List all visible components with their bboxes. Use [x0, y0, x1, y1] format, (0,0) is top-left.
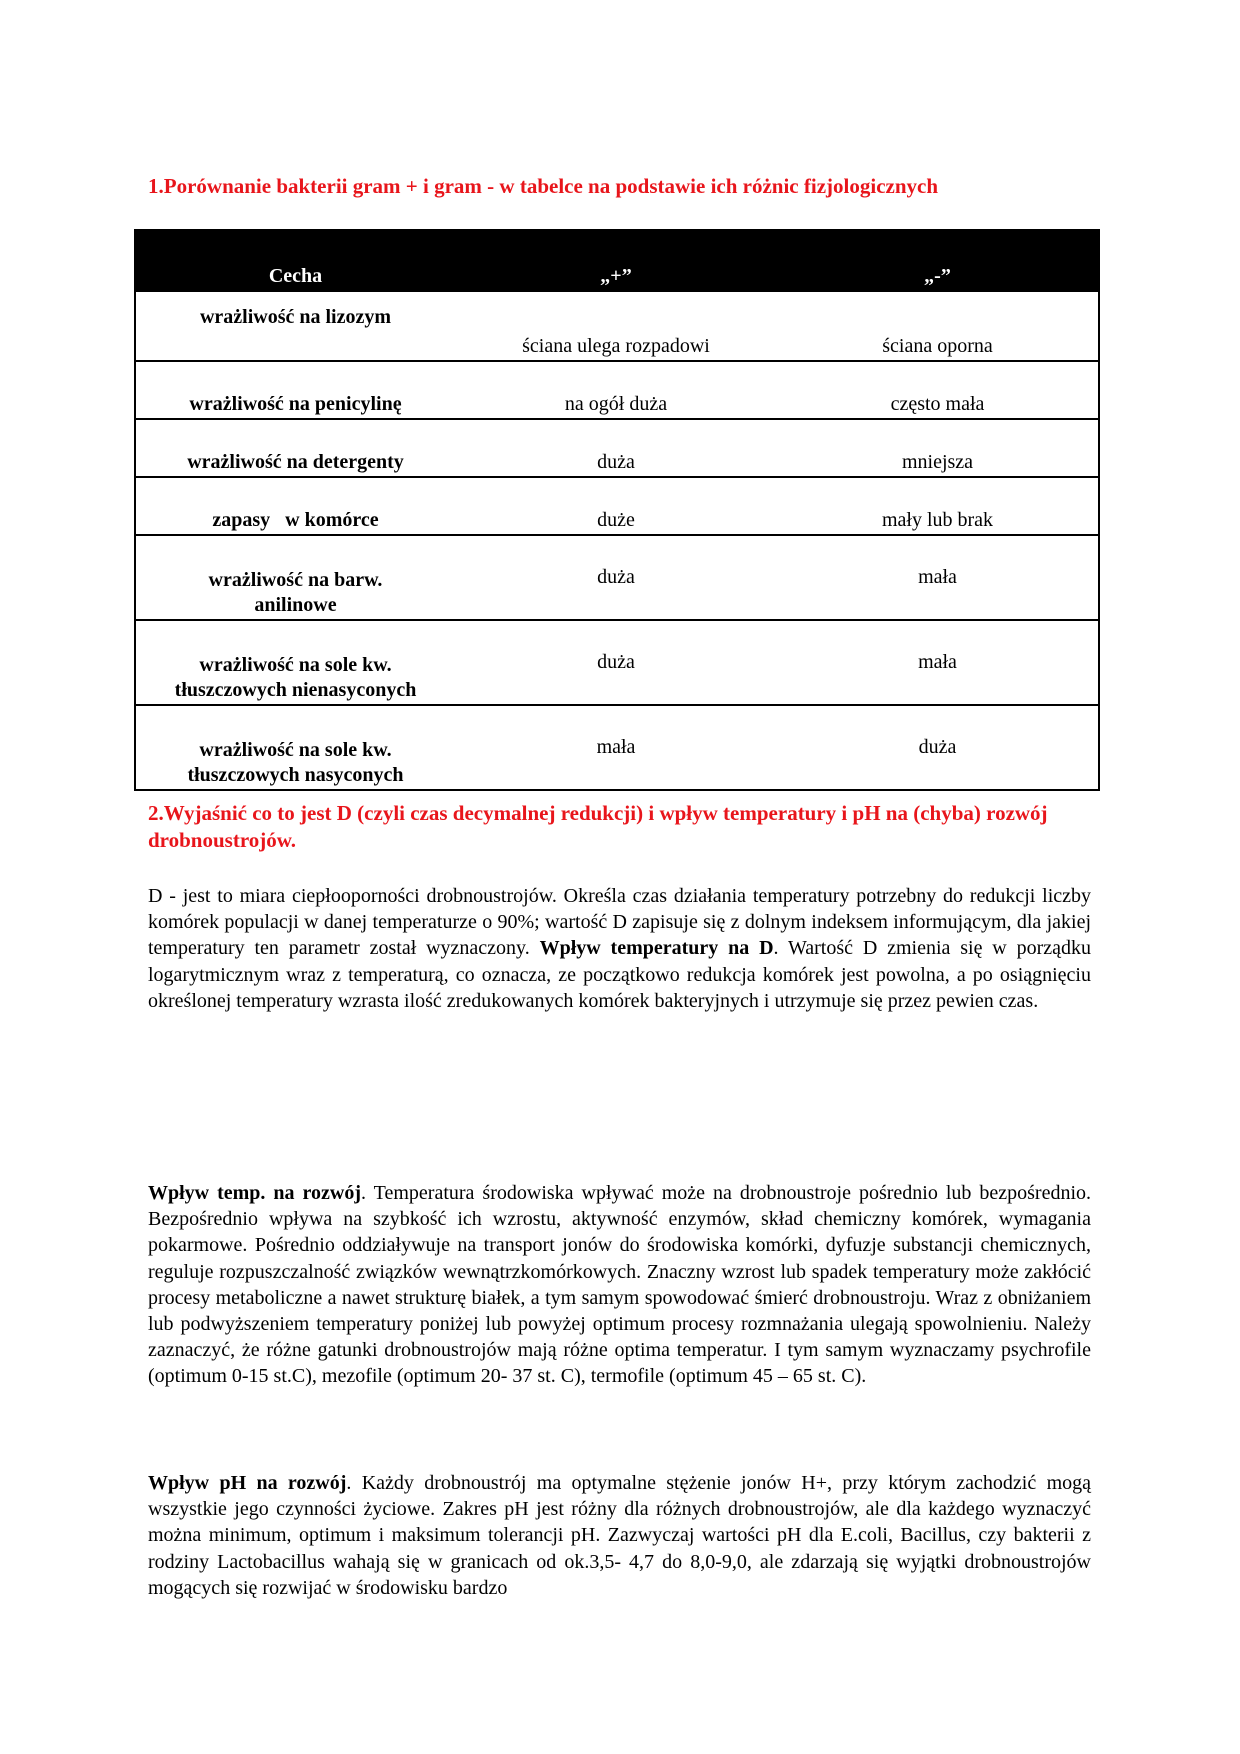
feature-line-2: anilinowe	[254, 594, 337, 616]
feature-cell: wrażliwość na lizozym	[135, 291, 455, 361]
gram-negative-cell: mały lub brak	[777, 477, 1099, 535]
paragraph-text: . Wartość D zmienia się w porządku logarytmicznym wraz z temperaturą, co oznacza, ze początkowo redukcja komórek jest powolna, a po osiągnięciu określonej temperatury wzrasta ilość zredukowanych komórek bakteryjnych i utrzymuje się przez pewien czas.	[148, 937, 1091, 1012]
header-feature: Cecha	[135, 230, 455, 291]
feature-line-1: wrażliwość na sole kw.	[199, 739, 392, 761]
feature-line-2: tłuszczowych nasyconych	[187, 764, 404, 786]
gram-positive-cell: duża	[455, 419, 777, 477]
feature-cell: wrażliwość na detergenty	[135, 419, 455, 477]
gram-negative-cell: duża	[777, 705, 1099, 790]
feature-cell: wrażliwość na penicylinę	[135, 361, 455, 419]
gram-positive-cell: duża	[455, 535, 777, 620]
table-row	[135, 291, 1099, 361]
feature-line-1: wrażliwość na barw.	[208, 569, 383, 591]
paragraph-text: . Każdy drobnoustrój ma optymalne stężenie jonów H+, przy którym zachodzić mogą wszystkie jego czynności życiowe. Zakres pH jest różny dla różnych drobnoustrojów, ale dla każdego wyznaczyć można minimum, optimum i maksimum tolerancji pH. Zazwyczaj wartości pH dla E.coli, Bacillus, czy bakterii z rodziny Lactobacillus wahają się w granicach od ok.3,5- 4,7 do 8,0-9,0, ale zdarzają się wyjątki drobnoustrojów mogących się rozwijać w środowisku bardzo	[148, 1472, 1091, 1599]
table-header-row	[135, 230, 1099, 291]
table-row	[135, 620, 1099, 705]
table-row	[135, 705, 1099, 790]
table-row	[135, 477, 1099, 535]
paragraph-text: . Temperatura środowiska wpływać może na drobnoustroje pośrednio lub bezpośrednio. Bezpośrednio wpływa na szybkość ich wzrostu, aktywność enzymów, skład chemiczny komórek, wymagania pokarmowe. Pośrednio oddziaływuje na transport jonów do środowiska komórki, dyfuzje substancji chemicznych, reguluje rozpuszczalność związków wewnątrzkomórkowych. Znaczny wzrost lub spadek temperatury może zakłócić procesy metaboliczne a nawet strukturę białek, a tym samym spowodować śmierć drobnoustroju. Wraz z obniżaniem lub podwyższeniem temperatury poniżej lub powyżej optimum procesy rozmnażania ulegają spowolnieniu. Należy zaznaczyć, że różne gatunki drobnoustrojów mają różne optima temperatur. I tym samym wyznaczamy psychrofile (optimum 0-15 st.C), mezofile (optimum 20- 37 st. C), termofile (optimum 45 – 65 st. C).	[148, 1182, 1092, 1388]
section-1-heading: 1.Porównanie bakterii gram + i gram - w tabelce na podstawie ich różnic fizjologicznych	[148, 174, 939, 198]
gram-negative-cell: mała	[777, 535, 1099, 620]
section-2-heading: 2.Wyjaśnić co to jest D (czyli czas decymalnej redukcji) i wpływ temperatury i pH na (chyba) rozwój drobnoustrojów.	[148, 801, 1048, 852]
paragraph-temperature	[148, 1180, 1091, 1390]
feature-cell	[135, 535, 455, 620]
feature-cell	[135, 705, 455, 790]
table-row	[135, 535, 1099, 620]
gram-comparison-table	[134, 229, 1100, 791]
gram-positive-cell: na ogół duża	[455, 361, 777, 419]
gram-positive-cell: ściana ulega rozpadowi	[455, 291, 777, 361]
feature-line-2: tłuszczowych nienasyconych	[174, 679, 417, 701]
paragraph-ph	[148, 1470, 1091, 1601]
gram-positive-cell: duże	[455, 477, 777, 535]
gram-negative-cell: mniejsza	[777, 419, 1099, 477]
paragraph-text: D - jest to miara ciepłooporności drobnoustrojów. Określa czas działania temperatury potrzebny do redukcji liczby komórek populacji w danej temperaturze o 90%; wartość D zapisuje się z dolnym indeksem informującym, dla jakiej temperatury ten parametr został wyznaczony.	[148, 885, 1091, 960]
header-gram-negative: „-”	[777, 230, 1099, 291]
feature-line-1: wrażliwość na sole kw.	[199, 654, 392, 676]
header-gram-positive: „+”	[455, 230, 777, 291]
bold-phrase: Wpływ pH na rozwój	[148, 1472, 347, 1494]
feature-cell	[135, 620, 455, 705]
gram-negative-cell: mała	[777, 620, 1099, 705]
feature-text: zapasy w komórce	[212, 509, 379, 531]
feature-cell	[135, 477, 455, 535]
bold-phrase: Wpływ temp. na rozwój	[148, 1182, 362, 1204]
gram-positive-cell: mała	[455, 705, 777, 790]
gram-positive-cell: duża	[455, 620, 777, 705]
table-row	[135, 419, 1099, 477]
bold-phrase: Wpływ temperatury na D	[539, 937, 774, 960]
gram-negative-cell: często mała	[777, 361, 1099, 419]
table-row	[135, 361, 1099, 419]
paragraph-d-value	[148, 883, 1091, 1014]
gram-negative-cell: ściana oporna	[777, 291, 1099, 361]
